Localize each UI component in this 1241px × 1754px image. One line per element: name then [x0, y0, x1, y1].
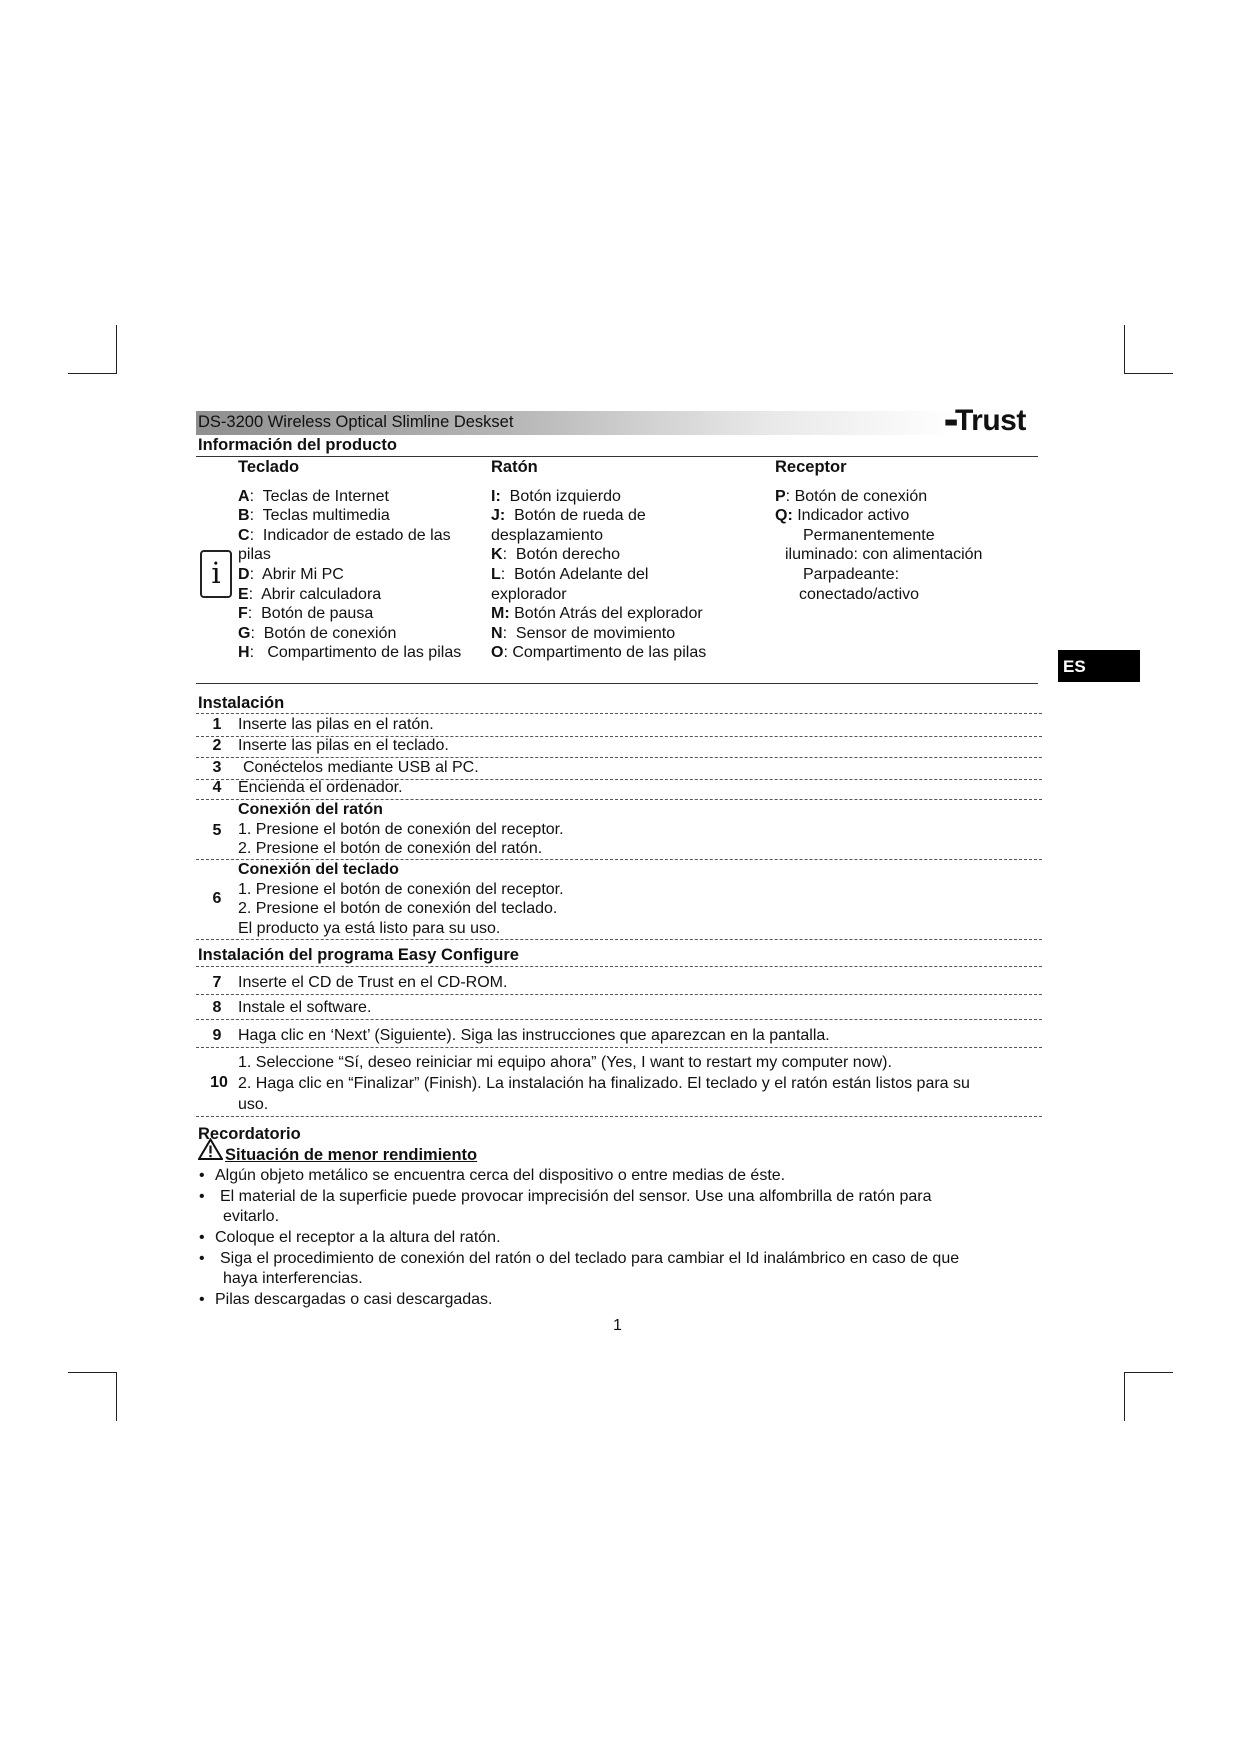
- product-title-bar: [196, 411, 956, 435]
- divider: [196, 994, 1042, 995]
- divider: [196, 757, 1042, 758]
- trust-logo-mark-icon: ▪▪: [944, 409, 956, 436]
- spec-item: [238, 585, 488, 605]
- bullet-line: El material de la superficie puede provocar imprecisión del sensor. Use una alfombrilla de ratón para: [220, 1188, 932, 1205]
- step-5: [238, 800, 564, 859]
- divider: [196, 1047, 1042, 1048]
- spec-text: pilas: [238, 546, 271, 564]
- spec-item: [238, 643, 488, 663]
- spec-text: conectado/activo: [799, 585, 920, 603]
- spec-key: L: [491, 565, 501, 583]
- spec-item: [491, 624, 761, 644]
- spec-key: M:: [491, 605, 510, 623]
- spec-separator: :: [249, 507, 263, 525]
- spec-separator: :: [500, 565, 515, 583]
- bullet-line: Coloque el receptor a la altura del ratón.: [215, 1229, 501, 1246]
- spec-key: E: [238, 585, 249, 603]
- step-number: 6: [212, 890, 222, 907]
- spec-separator: :: [249, 565, 263, 583]
- spec-key: C: [238, 526, 250, 544]
- spec-item: [491, 545, 761, 565]
- bullet-icon: •: [199, 1250, 205, 1267]
- bullet-line: haya interferencias.: [223, 1269, 363, 1287]
- mouse-items: [491, 487, 761, 663]
- divider: [196, 1116, 1042, 1117]
- bullet-line: evitarlo.: [223, 1207, 280, 1225]
- step-line: 1. Seleccione “Sí, deseo reiniciar mi equipo ahora” (Yes, I want to restart my computer now).: [238, 1054, 892, 1071]
- spec-item: [491, 643, 761, 663]
- spec-key: O: [491, 644, 504, 662]
- step-text: Instale el software.: [238, 999, 372, 1016]
- spec-text: Botón de conexión: [263, 624, 397, 642]
- spec-key: A: [238, 487, 250, 505]
- info-icon: i: [200, 550, 232, 598]
- step-line: 1. Presione el botón de conexión del receptor.: [238, 820, 564, 838]
- divider: [196, 1019, 1042, 1020]
- warning-title: Situación de menor rendimiento: [225, 1146, 478, 1164]
- spec-item: [491, 585, 761, 605]
- spec-text: Botón izquierdo: [509, 487, 621, 505]
- trust-logo: [944, 404, 1026, 438]
- step-number: 3: [212, 759, 222, 776]
- keyboard-column: [238, 458, 488, 663]
- divider: [196, 713, 1042, 714]
- receiver-title: Receptor: [775, 458, 847, 476]
- bullet-line: Algún objeto metálico se encuentra cerca del dispositivo o entre medias de éste.: [215, 1167, 786, 1184]
- bullet-item: [199, 1187, 931, 1226]
- spec-text: Botón Atrás del explorador: [514, 605, 703, 623]
- step-line: 2. Haga clic en “Finalizar” (Finish). La instalación ha finalizado. El teclado y el ratón están listos para su: [238, 1075, 970, 1092]
- spec-text: iluminado: con alimentación: [785, 546, 983, 564]
- spec-text: Indicador de estado de las: [262, 526, 451, 544]
- spec-separator: :: [502, 624, 516, 642]
- bullet-item: [199, 1290, 493, 1310]
- spec-item: [238, 526, 488, 546]
- spec-key: N: [491, 624, 503, 642]
- spec-key: J:: [491, 507, 506, 525]
- step-number: 7: [212, 974, 222, 991]
- spec-key: K: [491, 546, 503, 564]
- spec-text: Botón de pausa: [261, 605, 374, 623]
- crop-mark-bottom-right: [1124, 1372, 1173, 1421]
- step-number: 10: [210, 1074, 228, 1091]
- spec-item: [238, 545, 488, 565]
- spec-separator: [505, 507, 514, 524]
- spec-key: I:: [491, 487, 501, 505]
- step-line: 1. Presione el botón de conexión del receptor.: [238, 880, 564, 898]
- spec-text: Compartimento de las pilas: [267, 644, 462, 662]
- spec-separator: :: [247, 605, 262, 623]
- spec-item: [775, 565, 1035, 585]
- step-text: Inserte las pilas en el teclado.: [238, 737, 449, 754]
- divider: [196, 939, 1042, 940]
- divider: [196, 456, 1038, 457]
- spec-item: [238, 487, 488, 507]
- section-reminder: Recordatorio: [198, 1125, 301, 1143]
- spec-text: explorador: [491, 585, 567, 603]
- spec-item: [238, 506, 488, 526]
- spec-key: P: [775, 487, 786, 505]
- bullet-item: [199, 1166, 785, 1186]
- page-number: 1: [613, 1317, 622, 1334]
- step-text: Inserte el CD de Trust en el CD-ROM.: [238, 974, 508, 991]
- spec-separator: :: [503, 644, 513, 662]
- step-line: 2. Presione el botón de conexión del ratón.: [238, 840, 543, 858]
- crop-mark-top-left: [68, 325, 117, 374]
- spec-text: Permanentemente: [803, 526, 935, 544]
- spec-key: B: [238, 507, 250, 525]
- spec-key: H: [238, 644, 250, 662]
- spec-text: Botón derecho: [515, 546, 620, 564]
- bullet-icon: •: [199, 1291, 205, 1308]
- divider: [196, 683, 1038, 684]
- spec-item: [775, 487, 1035, 507]
- spec-separator: :: [250, 624, 264, 642]
- step-line: El producto ya está listo para su uso.: [238, 919, 501, 937]
- spec-separator: :: [249, 487, 263, 505]
- spec-key: Q:: [775, 507, 793, 525]
- spec-separator: :: [249, 526, 263, 544]
- step-6: [238, 860, 564, 938]
- section-installation: Instalación: [198, 694, 285, 712]
- keyboard-items: [238, 487, 488, 663]
- spec-text: Botón de rueda de: [514, 507, 646, 525]
- spec-item: [491, 604, 761, 624]
- step-text: Haga clic en ‘Next’ (Siguiente). Siga las instrucciones que aparezcan en la pantalla.: [238, 1027, 830, 1044]
- warning-icon: [198, 1138, 223, 1160]
- crop-mark-bottom-left: [68, 1372, 117, 1421]
- step-number: 2: [212, 737, 222, 754]
- step-10: [238, 1052, 970, 1115]
- spec-key: D: [238, 565, 250, 583]
- language-tab-es: ES: [1058, 650, 1140, 682]
- step-number: 4: [212, 779, 222, 796]
- product-title: DS-3200 Wireless Optical Slimline Deskset: [198, 413, 514, 431]
- spec-text: Abrir Mi PC: [262, 565, 344, 583]
- section-easy-configure: Instalación del programa Easy Configure: [198, 946, 519, 964]
- step-number: 1: [212, 716, 222, 733]
- mouse-column: [491, 458, 761, 663]
- step-number: 9: [212, 1027, 222, 1044]
- spec-item: [238, 604, 488, 624]
- step-title: Conexión del teclado: [238, 861, 399, 878]
- spec-key: F: [238, 605, 248, 623]
- spec-separator: :: [785, 487, 795, 505]
- receiver-column: [775, 458, 1035, 604]
- spec-item: [775, 526, 1035, 546]
- spec-text: Botón de conexión: [794, 487, 928, 505]
- spec-text: Teclas de Internet: [262, 487, 389, 505]
- spec-item: [775, 506, 1035, 526]
- step-number: 5: [212, 822, 222, 839]
- bullet-line: Siga el procedimiento de conexión del ratón o del teclado para cambiar el Id inalámbrico en caso de que: [220, 1250, 960, 1267]
- crop-mark-top-right: [1124, 325, 1173, 374]
- spec-item: [491, 487, 761, 507]
- spec-text: Abrir calculadora: [261, 585, 382, 603]
- spec-separator: :: [502, 546, 516, 564]
- trust-logo-text: Trust: [955, 404, 1026, 437]
- spec-text: Teclas multimedia: [262, 507, 390, 525]
- step-text: Encienda el ordenador.: [238, 779, 403, 796]
- spec-item: [775, 545, 1035, 565]
- bullet-item: [199, 1228, 501, 1248]
- spec-text: Parpadeante:: [803, 565, 900, 583]
- spec-item: [491, 526, 761, 546]
- bullet-icon: •: [199, 1167, 205, 1184]
- spec-separator: :: [249, 644, 268, 662]
- step-text: Conéctelos mediante USB al PC.: [243, 759, 479, 776]
- section-product-info: Información del producto: [198, 436, 397, 454]
- step-title: Conexión del ratón: [238, 801, 383, 818]
- keyboard-title: Teclado: [238, 458, 300, 476]
- bullet-line: Pilas descargadas o casi descargadas.: [215, 1291, 493, 1308]
- step-number: 8: [212, 999, 222, 1016]
- spec-item: [238, 565, 488, 585]
- step-line: 2. Presione el botón de conexión del teclado.: [238, 900, 558, 918]
- spec-item: [491, 506, 761, 526]
- bullet-icon: •: [199, 1229, 205, 1246]
- step-line: uso.: [238, 1096, 269, 1113]
- spec-key: G: [238, 624, 251, 642]
- step-text: Inserte las pilas en el ratón.: [238, 716, 434, 733]
- spec-separator: [501, 488, 510, 505]
- bullet-item: [199, 1249, 959, 1288]
- spec-item: [491, 565, 761, 585]
- spec-text: Compartimento de las pilas: [512, 644, 707, 662]
- spec-item: [238, 624, 488, 644]
- spec-item: [775, 585, 1035, 605]
- bullet-icon: •: [199, 1188, 205, 1205]
- spec-separator: :: [248, 585, 262, 603]
- spec-text: Sensor de movimiento: [515, 624, 676, 642]
- receiver-items: [775, 487, 1035, 605]
- spec-text: Botón Adelante del: [514, 565, 649, 583]
- divider: [196, 966, 1042, 967]
- mouse-title: Ratón: [491, 458, 538, 476]
- spec-text: Indicador activo: [797, 507, 910, 525]
- spec-text: desplazamiento: [491, 526, 604, 544]
